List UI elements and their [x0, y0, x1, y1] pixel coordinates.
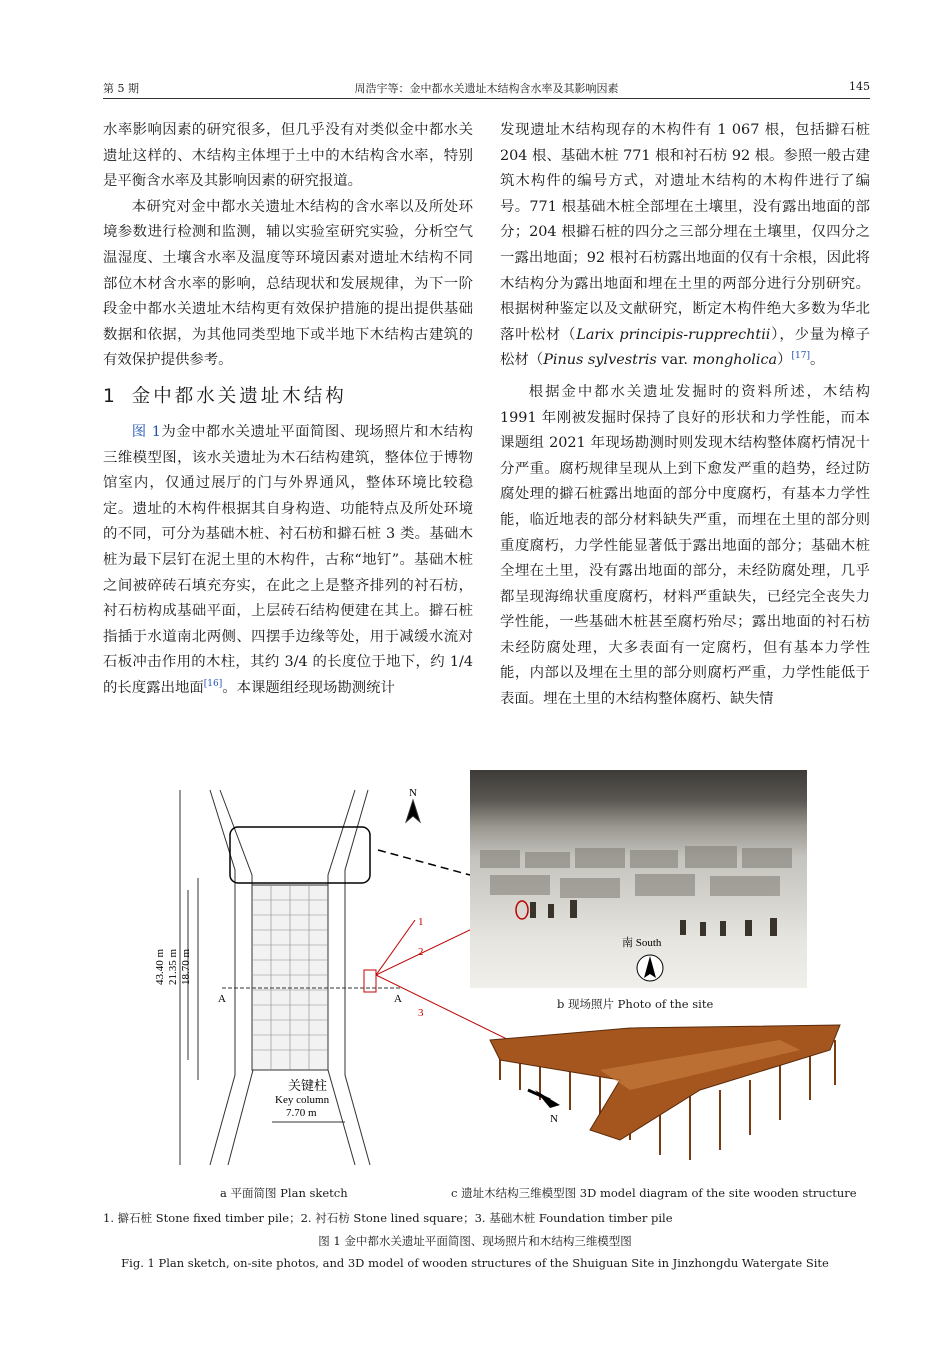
key-column-cn: 关键柱 [288, 1079, 328, 1094]
site-photo [470, 770, 807, 988]
dim-inner-label: 18.70 m [180, 948, 192, 985]
marker-3: 3 [418, 1007, 424, 1019]
paragraph: 发现遗址木结构现存的木构件有 1 067 根，包括擗石桩 204 根、基础木桩 771 根和衬石枋 92 根。参照一般古建筑木构件的编号方式，对遗址木结构的木构件进行了编号。771 根基础木桩全部埋在土壤里，没有露出地面的部分；204 根擗石桩的四分之三部分埋在土壤里，仅四分之一露出地面；92 根衬石枋露出地面的仅有十余根，因此将木结构分为露出地面和埋在土里的两部分进行分别研究。根据树种鉴定以及文献研究，断定木构件绝大多数为华北落叶松材（Larix principis-rupprechtii），少量为樟子松材（Pinus sylvestris var. mongholica）[17]。 [500, 122, 870, 369]
citation-link[interactable]: [17] [791, 351, 810, 362]
section-a-right: A [394, 993, 402, 1005]
3d-model [480, 1010, 850, 1185]
running-title: 周浩宇等：金中都水关遗址木结构含水率及其影响因素 [354, 82, 619, 95]
citation-link[interactable]: [16] [203, 679, 223, 690]
page-number: 145 [849, 80, 870, 93]
dim-mid-label: 21.35 m [167, 948, 179, 985]
paragraph: 根据金中都水关遗址发掘时的资料所述，木结构 1991 年刚被发掘时保持了良好的形状和力学性能，而本课题组 2021 年现场勘测时则发现木结构整体腐朽情况十分严重。腐朽规律呈现从上到下愈发严重的趋势，经过防腐处理的擗石桩露出地面的部分中度腐朽，有基本力学性能，临近地表的部分材料缺失严重，而埋在土里的部分则重度腐朽，力学性能显著低于露出地面的部分；基础木桩全埋在土里，没有露出地面的部分，未经防腐处理，几乎都呈现海绵状重度腐朽，材料严重缺失，已经完全丧失力学性能，一些基础木桩甚至腐朽殆尽；露出地面的衬石枋未经防腐处理，大多表面有一定腐朽，但有基本力学性能，内部以及埋在土里的部分则腐朽严重，力学性能低于表面。埋在土里的木结构整体腐朽、缺失情 [500, 383, 870, 708]
key-column-en: Key column [275, 1094, 330, 1106]
section-title: 金中都水关遗址木结构 [131, 385, 347, 407]
north-label: N [409, 787, 417, 799]
paragraph: 图 1为金中都水关遗址平面简图、现场照片和木结构三维模型图，该水关遗址为木石结构建筑，整体位于博物馆室内，仅通过展厅的门与外界通风，整体环境比较稳定。遗址的木构件根据其自身构造、功能特点及所处环境的不同，可分为基础木桩、衬石枋和擗石桩 3 类。基础木桩为最下层钉在泥土里的木构件，古称“地钉”。基础木桩之间被碎砖石填充夯实，在此之上是整齐排列的衬石枋，衬石枋构成基础平面，上层砖石结构便建在其上。擗石桩指插于水道南北两侧、四摆手边缘等处，用于减缓水流对石板冲击作用的木柱，其约 3/4 的长度位于地下，约 1/4 的长度露出地面[16]。本课题组经现场勘测统计 [103, 423, 473, 696]
section-number: 1 [103, 385, 118, 407]
paragraph: 水率影响因素的研究很多，但几乎没有对类似金中都水关遗址这样的、木结构主体埋于土中的木结构含水率，特别是平衡含水率及其影响因素的研究报道。 [103, 122, 473, 190]
figure-note: 1. 擗石桩 Stone fixed timber pile；2. 衬石枋 Stone lined square；3. 基础木桩 Foundation timber pile [103, 1211, 673, 1225]
dim-total-label: 43.40 m [154, 948, 166, 985]
marker-2: 2 [418, 946, 424, 958]
caption-c: c 遗址木结构三维模型图 3D model diagram of the site wooden structure [451, 1186, 857, 1200]
figure-title-cn: 图 1 金中都水关遗址平面简图、现场照片和木结构三维模型图 [318, 1234, 632, 1248]
marker-1: 1 [418, 916, 424, 928]
paragraph: 本研究对金中都水关遗址木结构的含水率以及所处环境参数进行检测和监测，辅以实验室研究实验，分析空气温湿度、土壤含水率及温度等环境因素对遗址木结构不同部位木材含水率的影响，总结现状和发展规律，为下一阶段金中都水关遗址木结构更有效保护措施的提出提供基础数据和依据，为其他同类型地下或半地下木结构古建筑的有效保护提供参考。 [103, 198, 473, 369]
figure-title-en: Fig. 1 Plan sketch, on-site photos, and 3D model of wooden structures of the Shuiguan Site in Jinzhongdu Watergate Site [121, 1256, 829, 1270]
section-a-left: A [218, 993, 226, 1005]
south-label: 南 South [622, 937, 662, 949]
key-column-dim: 7.70 m [286, 1107, 317, 1119]
figure-link[interactable]: 图 1 [131, 423, 161, 440]
caption-a: a 平面简图 Plan sketch [220, 1186, 348, 1200]
issue-number: 第 5 期 [103, 82, 139, 95]
model-north-label: N [550, 1113, 558, 1125]
caption-b: b 现场照片 Photo of the site [557, 997, 714, 1011]
